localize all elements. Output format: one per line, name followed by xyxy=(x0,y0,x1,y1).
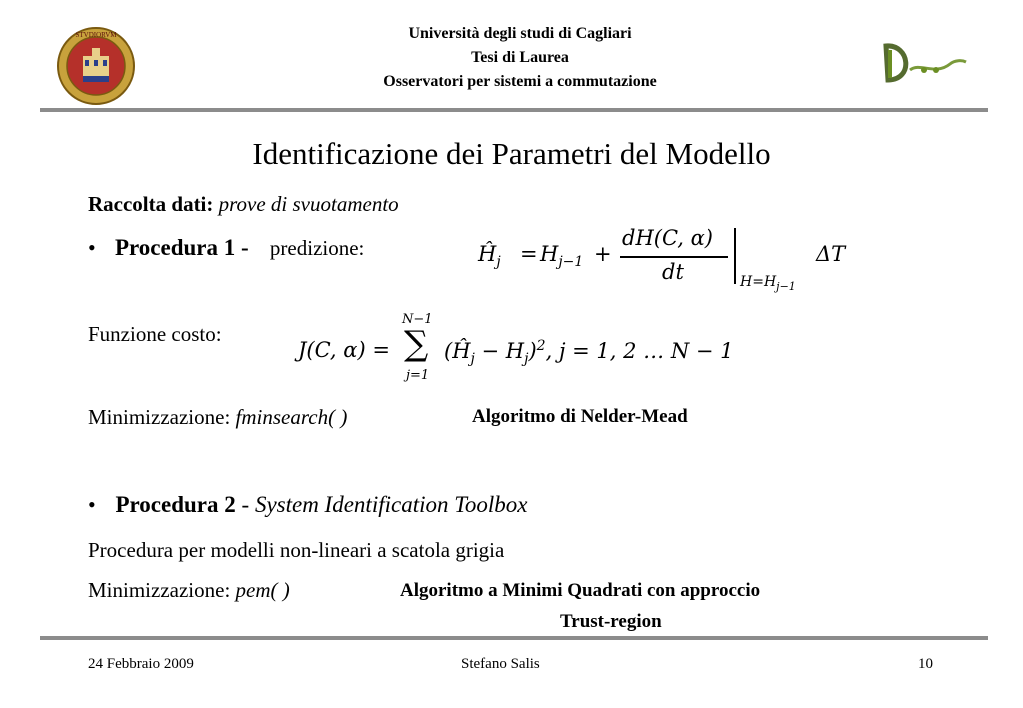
formula2-sum-sign: ∑ xyxy=(404,324,429,364)
procedure-1-label: Procedura 1 - xyxy=(114,235,249,260)
formula1-plus: + xyxy=(594,242,612,266)
formula1-eval-bar xyxy=(734,228,736,284)
procedure-2-line xyxy=(88,492,528,518)
minimization-2-algorithm-line1: Algoritmo a Minimi Quadrati con approccio xyxy=(400,580,761,601)
formula1-numerator: dH(C, α) xyxy=(622,226,713,250)
data-collection-label: Raccolta dati: xyxy=(88,192,214,216)
minimization-2-function: pem( ) xyxy=(235,578,290,602)
header-topic: Osservatori per sistemi a commutazione xyxy=(383,73,657,90)
formula1-lhs: $Ĥ_j$ xyxy=(478,242,501,271)
procedure-2-description: Procedura per modelli non-lineari a scatola grigia xyxy=(88,538,505,562)
formula1-h-prev: $H_{j-1}$ xyxy=(540,242,584,271)
formula1-equals: = xyxy=(520,242,538,266)
university-seal-logo xyxy=(56,26,136,106)
formula1-eval-subscript: $H=H_{j-1}$ xyxy=(740,274,796,293)
diee-logo xyxy=(880,40,970,86)
minimization-1-line xyxy=(88,405,347,430)
data-collection-value: prove di svuotamento xyxy=(218,192,399,216)
header-thesis: Tesi di Laurea xyxy=(471,49,569,66)
footer-divider xyxy=(40,636,988,640)
minimization-2-label: Minimizzazione: xyxy=(88,578,231,602)
slide-title: Identificazione dei Parametri del Modello xyxy=(252,136,771,171)
footer-author: Stefano Salis xyxy=(461,656,540,672)
procedure-2-dash: - xyxy=(235,492,255,517)
footer-date: 24 Febbraio 2009 xyxy=(88,656,194,672)
bullet-icon: • xyxy=(88,492,96,517)
cost-function-label: Funzione costo: xyxy=(88,322,222,346)
formula1-denominator: dt xyxy=(662,260,684,284)
procedure-1-text: predizione: xyxy=(269,236,365,260)
svg-text:STVDIORVM: STVDIORVM xyxy=(75,31,117,39)
formula2-body: $(Ĥ_j - H_j)^2$, j = 1, 2 … N − 1 xyxy=(444,338,734,368)
formula1-fraction-bar xyxy=(620,256,728,258)
minimization-2-line xyxy=(88,578,290,603)
minimization-1-algorithm: Algoritmo di Nelder-Mead xyxy=(472,406,688,427)
header-university: Università degli studi di Cagliari xyxy=(408,25,632,42)
formula2-sum-upper: N−1 xyxy=(402,312,433,327)
formula2-sum-lower: j=1 xyxy=(406,368,430,383)
formula1-delta-t: ΔT xyxy=(816,242,846,266)
procedure-2-toolbox: System Identification Toolbox xyxy=(254,492,528,517)
minimization-1-label: Minimizzazione: xyxy=(88,405,231,429)
data-collection-line xyxy=(88,192,399,217)
footer-page-number: 10 xyxy=(918,656,933,672)
minimization-1-function: fminsearch( ) xyxy=(235,405,348,429)
procedure-2-label: Procedura 2 xyxy=(115,492,236,517)
header-divider xyxy=(40,108,988,112)
procedure-1-line xyxy=(88,235,364,261)
bullet-icon: • xyxy=(88,235,96,260)
minimization-2-algorithm-line2: Trust-region xyxy=(560,611,662,632)
formula2-lhs: J(C, α) = xyxy=(298,338,390,362)
